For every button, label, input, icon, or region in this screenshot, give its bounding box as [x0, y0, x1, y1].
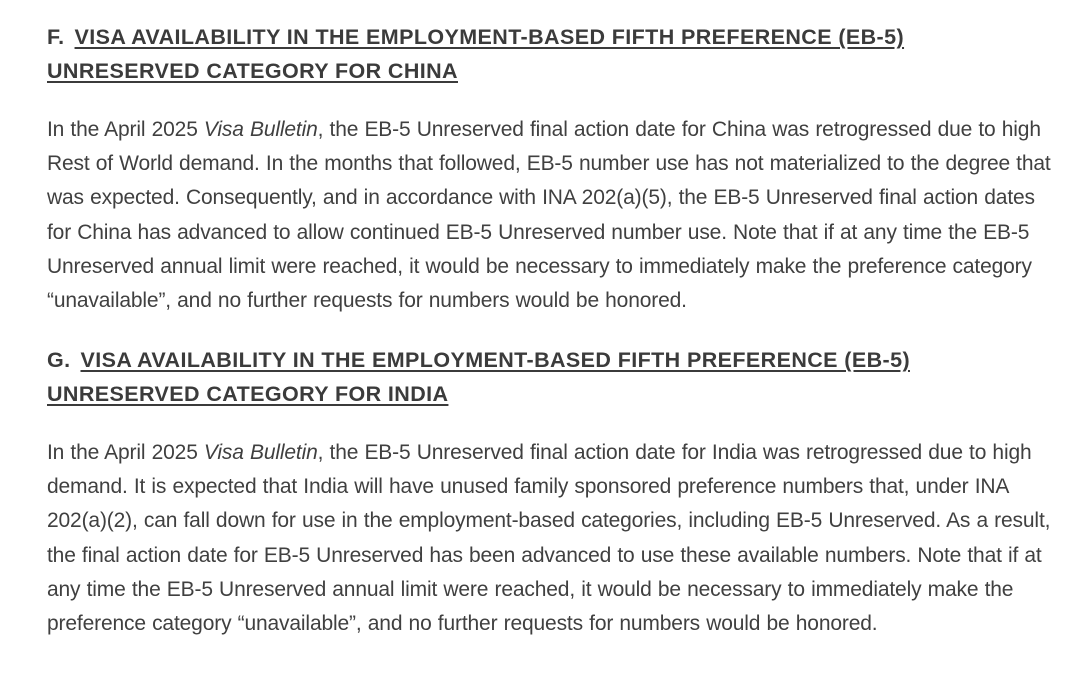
- section-heading-g: [47, 343, 1057, 411]
- body-intro: In the April 2025: [47, 118, 204, 141]
- section-body-f: [47, 113, 1057, 318]
- section-letter: F.: [47, 25, 65, 49]
- body-text: , the EB-5 Unreserved final action date for India was retrogressed due to high demand. It is expected that India will have unused family sponsored preference numbers that, under INA 202(a)(2), can fall down for use in the employment-based categories, including EB-5 Unreserved. As a result, the final action date for EB-5 Unreserved has been advanced to use these available numbers. Note that if at any time the EB-5 Unreserved annual limit were reached, it would be necessary to immediately make the preference category “unavailable”, and no further requests for numbers would be honored.: [47, 441, 1051, 636]
- body-text: , the EB-5 Unreserved final action date for China was retrogressed due to high Rest of World demand. In the months that followed, EB-5 number use has not materialized to the degree that was expected. Consequently, and in accordance with INA 202(a)(5), the EB-5 Unreserved final action dates for China has advanced to allow continued EB-5 Unreserved number use. Note that if at any time the EB-5 Unreserved annual limit were reached, it would be necessary to immediately make the preference category “unavailable”, and no further requests for numbers would be honored.: [47, 118, 1051, 313]
- section-letter: G.: [47, 348, 71, 372]
- body-intro: In the April 2025: [47, 441, 204, 464]
- section-body-g: [47, 436, 1057, 641]
- publication-title: Visa Bulletin: [203, 118, 318, 141]
- section-heading-f: [47, 20, 1057, 88]
- section-heading-line1: VISA AVAILABILITY IN THE EMPLOYMENT-BASED FIFTH PREFERENCE (EB-5): [80, 348, 910, 372]
- publication-title: Visa Bulletin: [203, 441, 318, 464]
- section-heading-line2: UNRESERVED CATEGORY FOR INDIA: [47, 382, 449, 406]
- section-heading-line2: UNRESERVED CATEGORY FOR CHINA: [47, 59, 458, 83]
- section-heading-line1: VISA AVAILABILITY IN THE EMPLOYMENT-BASED FIFTH PREFERENCE (EB-5): [74, 25, 905, 49]
